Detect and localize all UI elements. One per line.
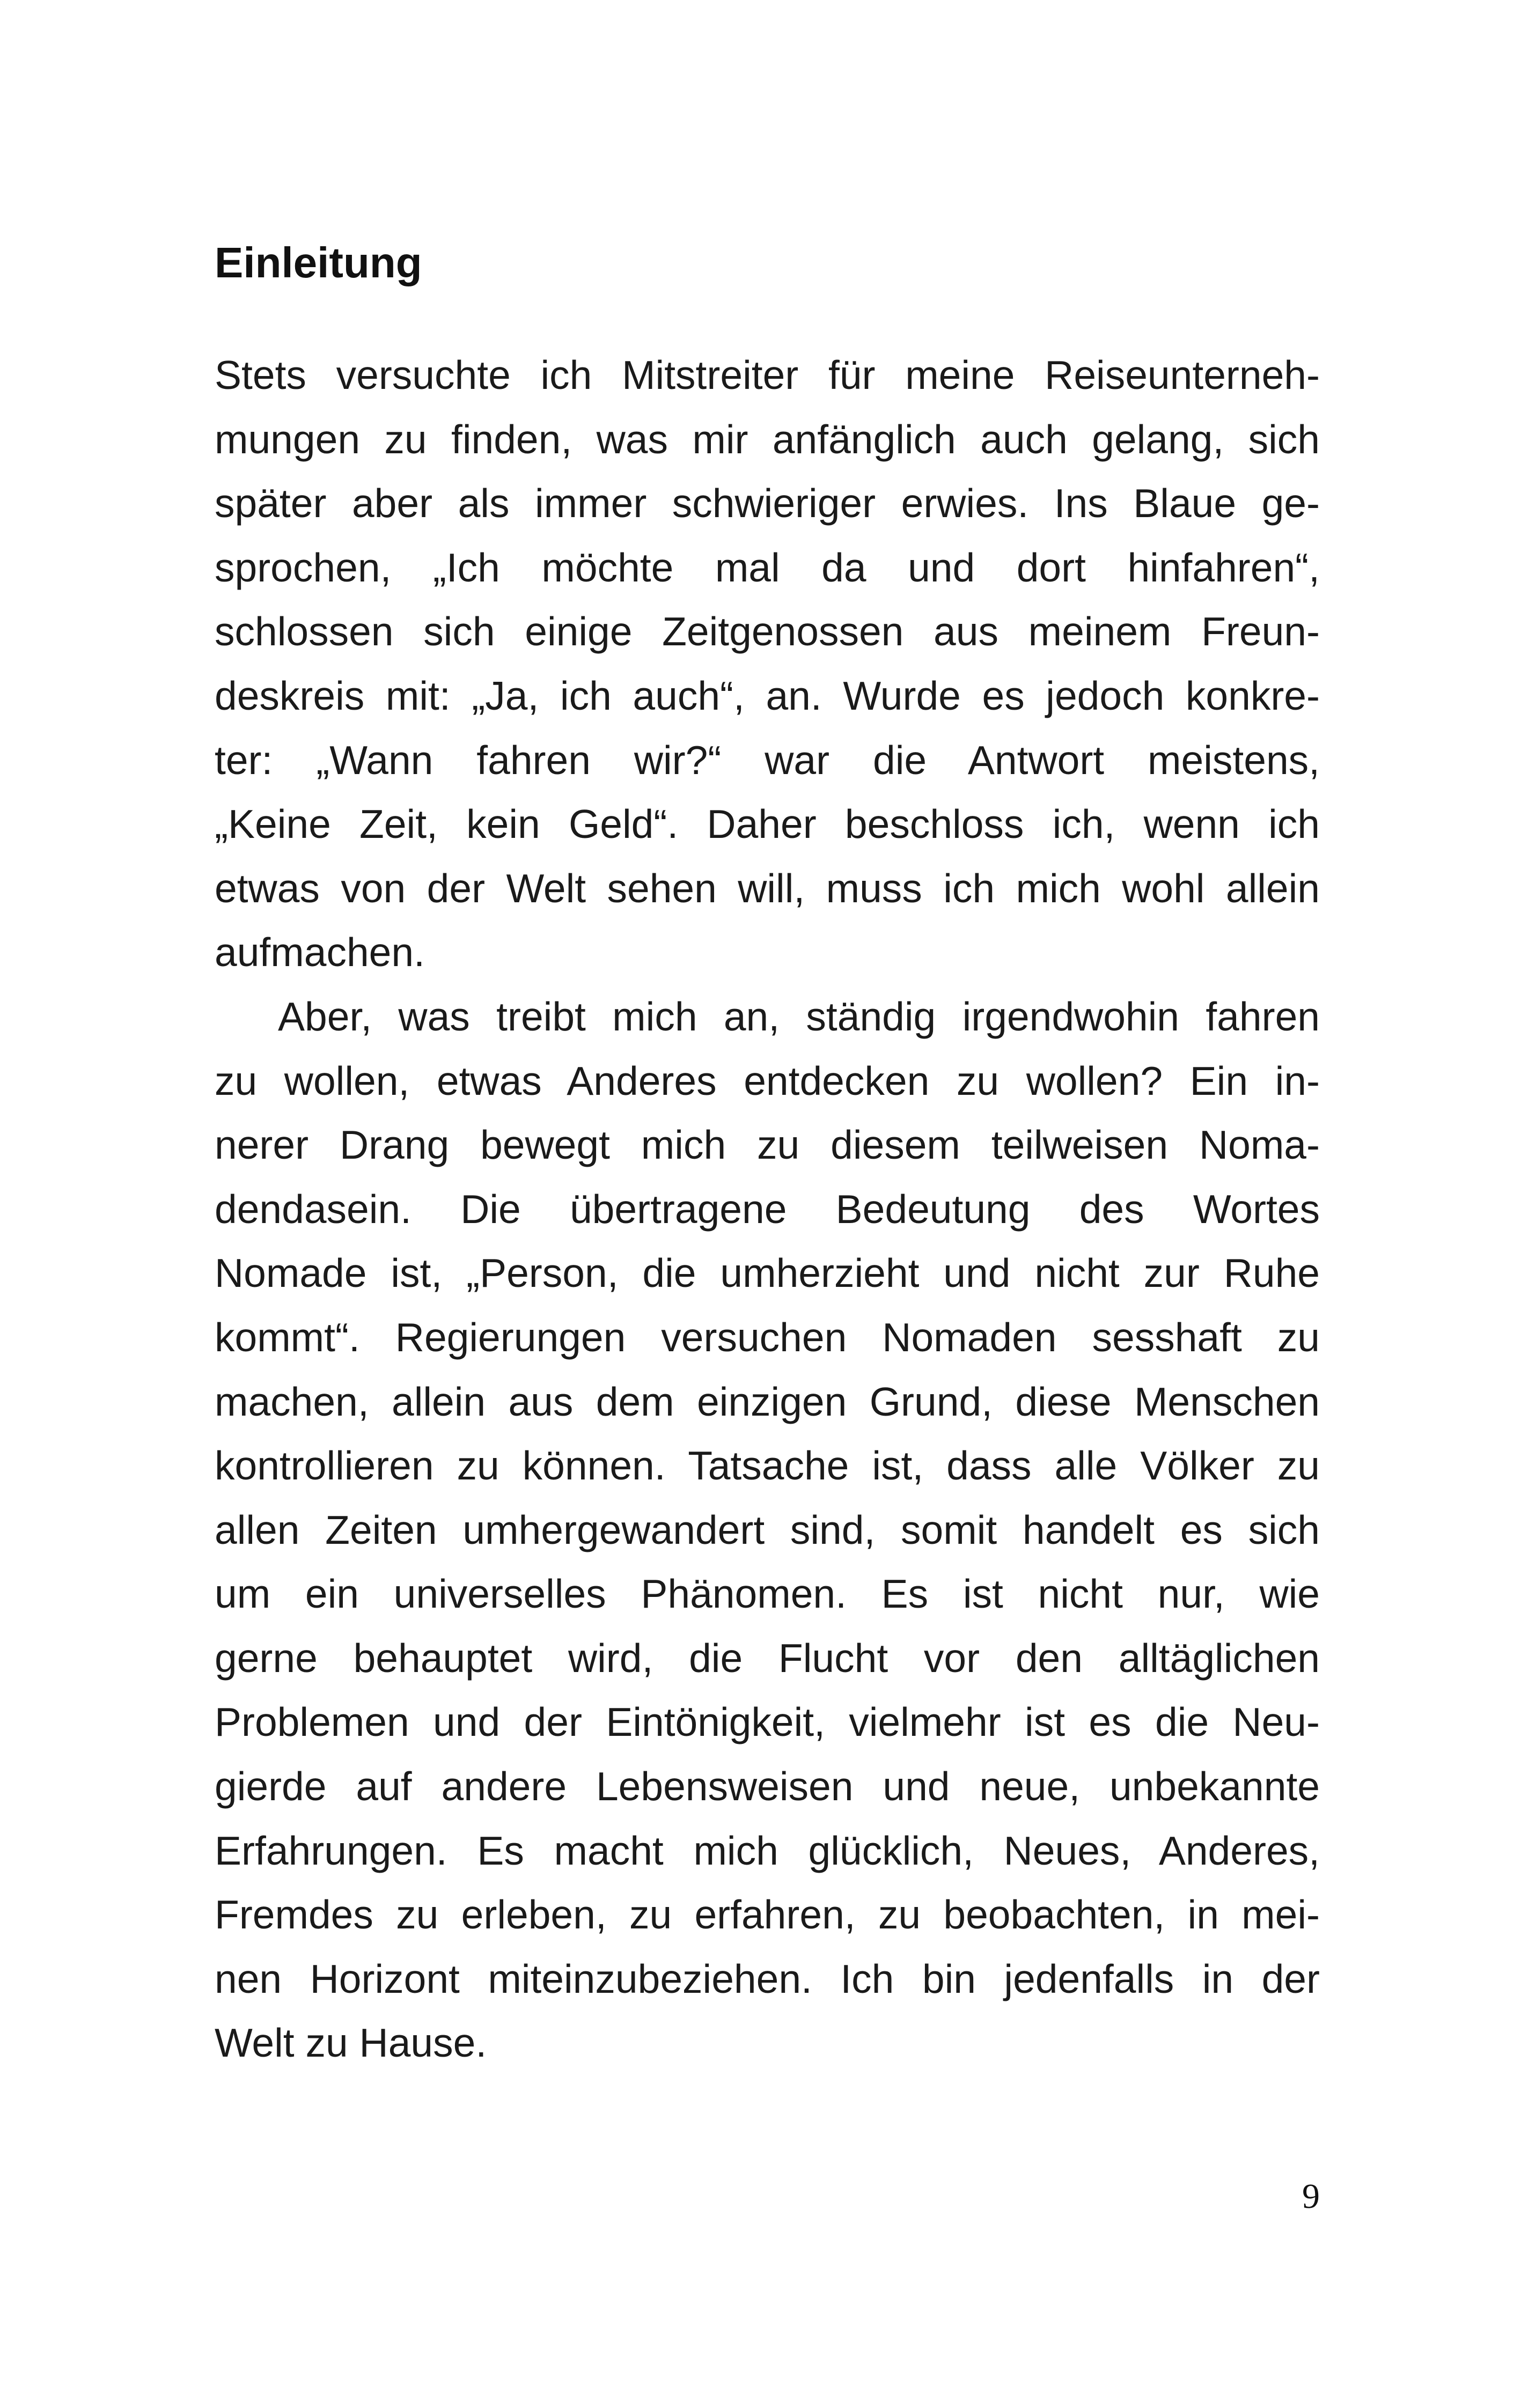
text-line: etwas von der Welt sehen will, muss ich mich wohl allein — [215, 865, 1320, 911]
text-line: Welt zu Hause. — [215, 2020, 487, 2066]
text-line: Aber, was treibt mich an, ständig irgendwohin fahren — [278, 993, 1320, 1039]
chapter-heading: Einleitung — [215, 239, 422, 286]
text-line: aufmachen. — [215, 930, 425, 975]
text-line: Nomade ist, „Person, die umherzieht und nicht zur Ruhe — [215, 1250, 1320, 1296]
text-line: später aber als immer schwieriger erwies. Ins Blaue ge- — [215, 481, 1320, 526]
text-line: mungen zu finden, was mir anfänglich auch gelang, sich — [215, 416, 1320, 462]
text-line: gerne behauptet wird, die Flucht vor den alltäglichen — [215, 1635, 1320, 1681]
text-line: nen Horizont miteinzubeziehen. Ich bin jedenfalls in der — [215, 1956, 1320, 2001]
paragraph-2 — [215, 985, 1320, 2075]
text-line: zu wollen, etwas Anderes entdecken zu wollen? Ein in- — [215, 1058, 1320, 1103]
text-line: Problemen und der Eintönigkeit, vielmehr ist es die Neu- — [215, 1699, 1320, 1745]
text-line: sprochen, „Ich möchte mal da und dort hinfahren“, — [215, 544, 1320, 590]
text-line: deskreis mit: „Ja, ich auch“, an. Wurde es jedoch konkre- — [215, 673, 1320, 718]
text-line: kontrollieren zu können. Tatsache ist, dass alle Völker zu — [215, 1443, 1320, 1489]
text-line: gierde auf andere Lebensweisen und neue, unbekannte — [215, 1764, 1320, 1809]
text-line: dendasein. Die übertragene Bedeutung des Wortes — [215, 1186, 1320, 1232]
text-line: ter: „Wann fahren wir?“ war die Antwort meistens, — [215, 737, 1320, 783]
text-line: allen Zeiten umhergewandert sind, somit handelt es sich — [215, 1507, 1320, 1552]
text-line: Stets versuchte ich Mitstreiter für meine Reiseunterneh- — [215, 352, 1320, 397]
text-line: machen, allein aus dem einzigen Grund, diese Menschen — [215, 1379, 1320, 1424]
text-line: kommt“. Regierungen versuchen Nomaden sesshaft zu — [215, 1314, 1320, 1360]
text-line: um ein universelles Phänomen. Es ist nicht nur, wie — [215, 1571, 1320, 1617]
page-number: 9 — [1302, 2177, 1320, 2216]
text-line: Erfahrungen. Es macht mich glücklich, Neues, Anderes, — [215, 1828, 1320, 1873]
text-line: nerer Drang bewegt mich zu diesem teilweisen Noma- — [215, 1122, 1320, 1168]
body-text — [215, 343, 1320, 2075]
text-line: Fremdes zu erleben, zu erfahren, zu beobachten, in mei- — [215, 1892, 1320, 1938]
text-line: schlossen sich einige Zeitgenossen aus meinem Freun- — [215, 609, 1320, 654]
text-line: „Keine Zeit, kein Geld“. Daher beschloss ich, wenn ich — [215, 801, 1320, 847]
paragraph-1 — [215, 343, 1320, 985]
